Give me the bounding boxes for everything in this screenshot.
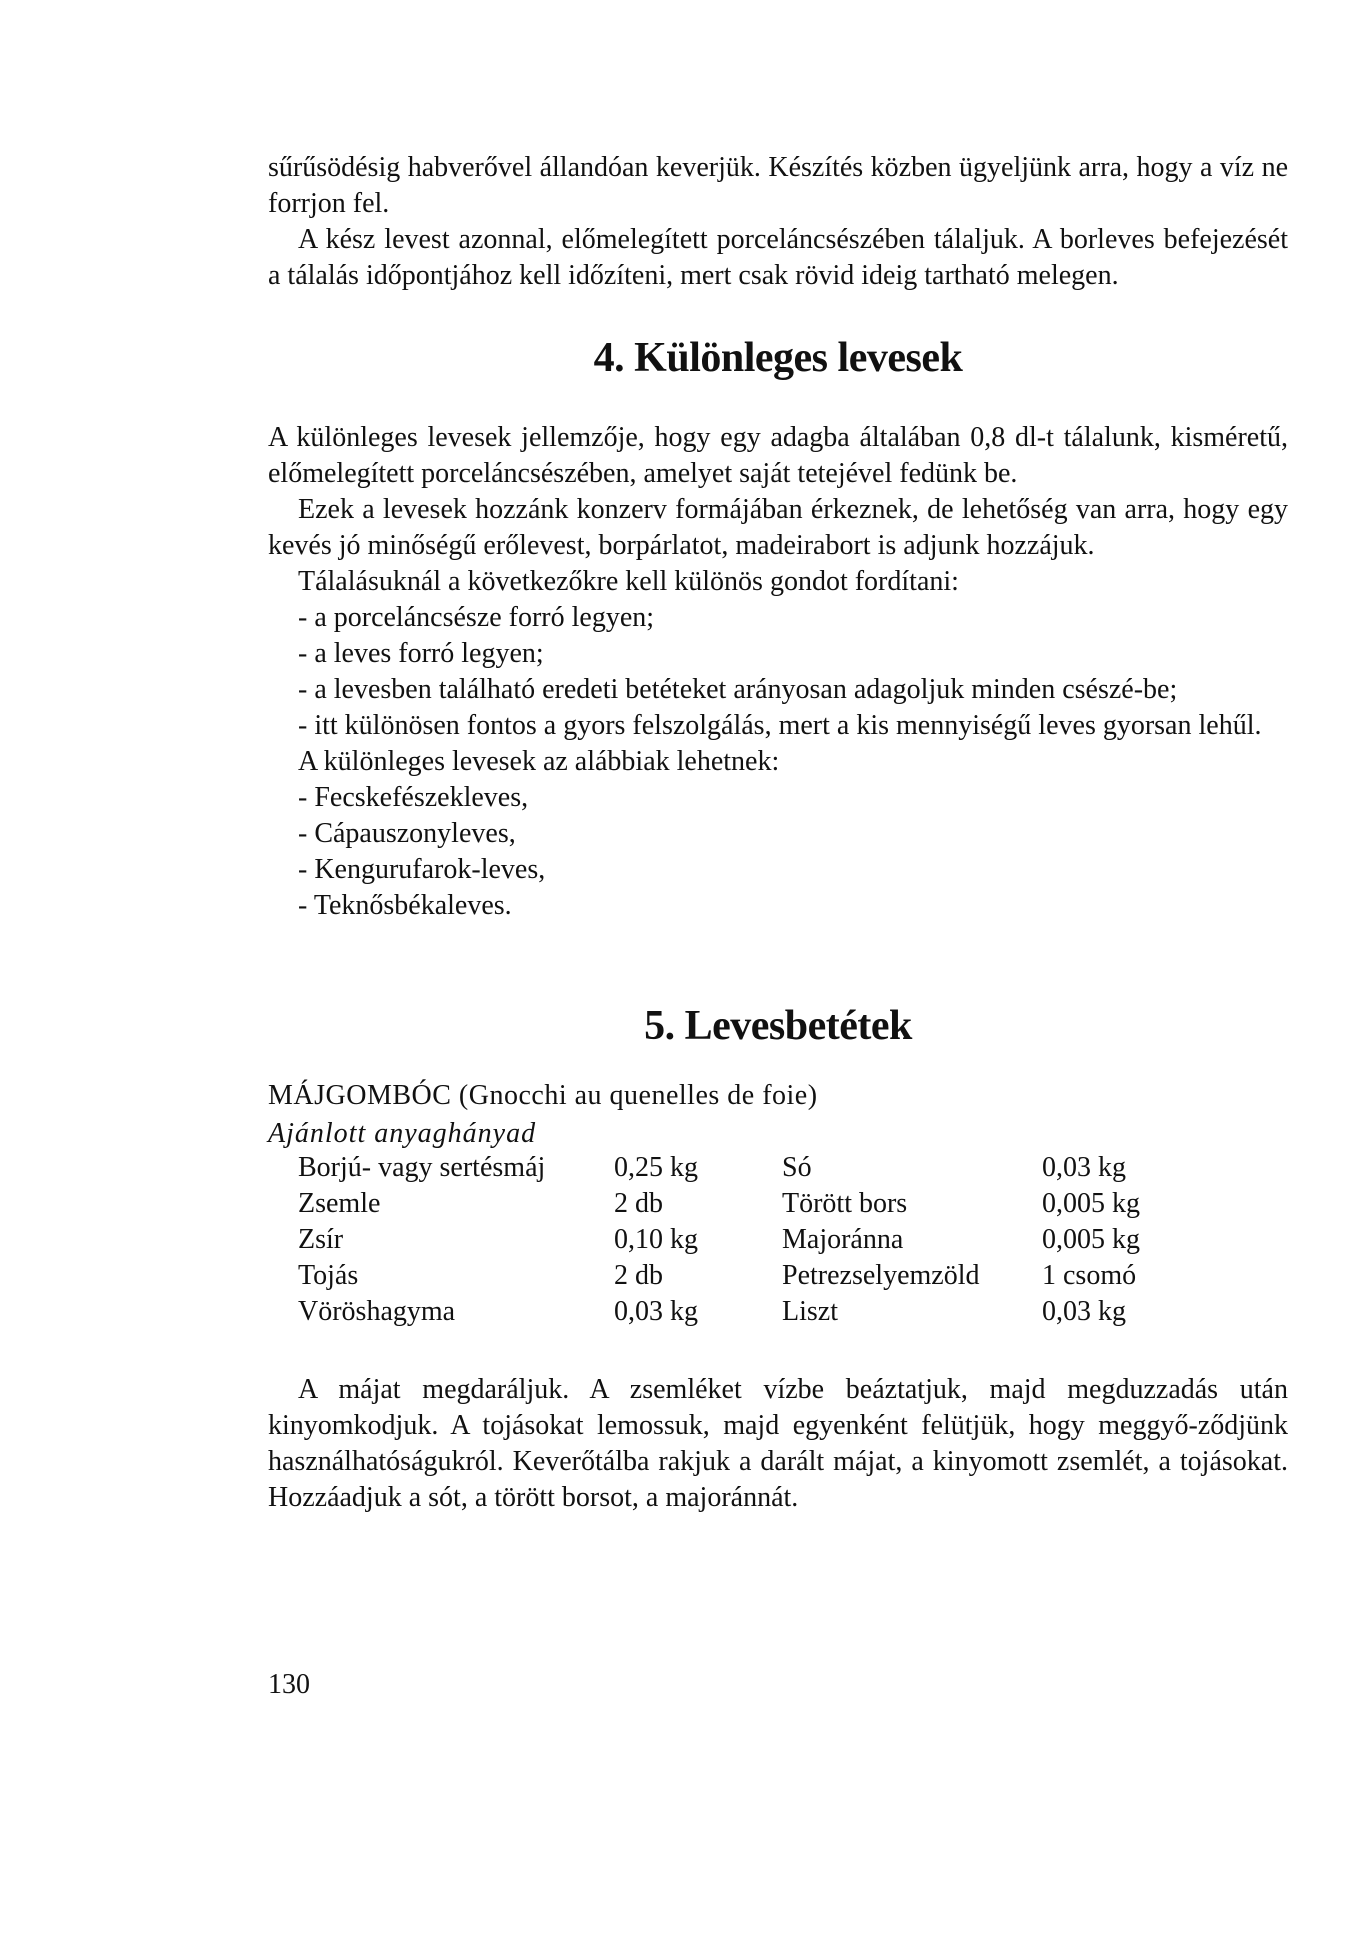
ingredient-amount: 2 db xyxy=(614,1188,663,1219)
table-row xyxy=(298,1296,1162,1332)
section-4-paragraph-2: Ezek a levesek hozzánk konzerv formájában érkeznek, de lehetőség van arra, hogy egy kevés jó minőségű erőlevest, borpárlatot, madeirabort is adjunk hozzájuk. xyxy=(268,494,1288,561)
ingredient-amount: 0,10 kg xyxy=(614,1224,698,1255)
recipe-title: MÁJGOMBÓC (Gnocchi au quenelles de foie) xyxy=(268,1080,818,1111)
soup-list xyxy=(268,780,1288,924)
ingredient-name: Borjú- vagy sertésmáj xyxy=(298,1152,546,1183)
section-4-paragraph-3: Tálalásuknál a következőkre kell különös gondot fordítani: xyxy=(298,566,959,597)
ingredient-name: Zsír xyxy=(298,1224,344,1255)
ingredient-amount: 1 csomó xyxy=(1042,1260,1137,1291)
soup-list-item: - Fecskefészekleves, xyxy=(298,782,529,813)
ingredient-name: Tojás xyxy=(298,1260,359,1291)
ingredient-name: Majoránna xyxy=(782,1224,904,1255)
page-content xyxy=(268,150,1288,1516)
section-4-paragraph-1: A különleges levesek jellemzője, hogy egy adagba általában 0,8 dl-t tálalunk, kisméretű, előmelegített porceláncsészében, amelyet saját tetejével fedünk be. xyxy=(268,422,1288,489)
table-row xyxy=(298,1224,1162,1260)
soup-list-item: - Kengurufarok-leves, xyxy=(298,854,546,885)
ingredient-amount: 0,005 kg xyxy=(1042,1224,1140,1255)
ingredient-name: Só xyxy=(782,1152,812,1183)
ingredient-amount: 0,005 kg xyxy=(1042,1188,1140,1219)
ingredient-amount: 0,25 kg xyxy=(614,1152,698,1183)
ingredient-name: Petrezselyemzöld xyxy=(782,1260,980,1291)
ingredients-table xyxy=(298,1152,1162,1332)
page-number: 130 xyxy=(268,1669,310,1700)
ingredients-heading: Ajánlott anyaghányad xyxy=(268,1118,537,1149)
ingredient-amount: 2 db xyxy=(614,1260,663,1291)
care-list-item: - itt különösen fontos a gyors felszolgálás, mert a kis mennyiségű leves gyorsan lehűl. xyxy=(298,710,1262,741)
intro-paragraph-2: A kész levest azonnal, előmelegített porceláncsészében tálaljuk. A borleves befejezését a tálalás időpontjához kell időzíteni, mert csak rövid ideig tartható melegen. xyxy=(268,224,1288,291)
intro-paragraph-1: sűrűsödésig habverővel állandóan keverjük. Készítés közben ügyeljünk arra, hogy a víz ne forrjon fel. xyxy=(268,152,1288,219)
section-4-title: 4. Különleges levesek xyxy=(593,335,963,381)
table-row xyxy=(298,1260,1162,1296)
table-row xyxy=(298,1188,1162,1224)
ingredient-name: Liszt xyxy=(782,1296,838,1327)
ingredient-name: Vöröshagyma xyxy=(298,1296,456,1327)
section-5-title: 5. Levesbetétek xyxy=(644,1003,912,1049)
care-list-item: - a leves forró legyen; xyxy=(298,638,544,669)
table-row xyxy=(298,1152,1162,1188)
care-list-item: - a levesben található eredeti betéteket arányosan adagoljuk minden csészé-be; xyxy=(298,674,1178,705)
soup-list-item: - Teknősbékaleves. xyxy=(298,890,512,921)
care-list xyxy=(268,600,1288,744)
ingredient-amount: 0,03 kg xyxy=(614,1296,698,1327)
ingredient-amount: 0,03 kg xyxy=(1042,1296,1126,1327)
soup-list-item: - Cápauszonyleves, xyxy=(298,818,516,849)
ingredient-name: Törött bors xyxy=(782,1188,908,1219)
ingredient-amount: 0,03 kg xyxy=(1042,1152,1126,1183)
care-list-item: - a porceláncsésze forró legyen; xyxy=(298,602,655,633)
section-4-paragraph-4: A különleges levesek az alábbiak lehetnek: xyxy=(298,746,780,777)
ingredient-name: Zsemle xyxy=(298,1188,381,1219)
recipe-method: A májat megdaráljuk. A zsemléket vízbe beáztatjuk, majd megduzzadás után kinyomkodjuk. A tojásokat lemossuk, majd egyenként felütjük, hogy meggyő-ződjünk használhatóságukról. Keverőtálba rakjuk a darált májat, a kinyomott zsemlét, a tojásokat. Hozzáadjuk a sót, a törött borsot, a majoránnát. xyxy=(268,1374,1288,1513)
